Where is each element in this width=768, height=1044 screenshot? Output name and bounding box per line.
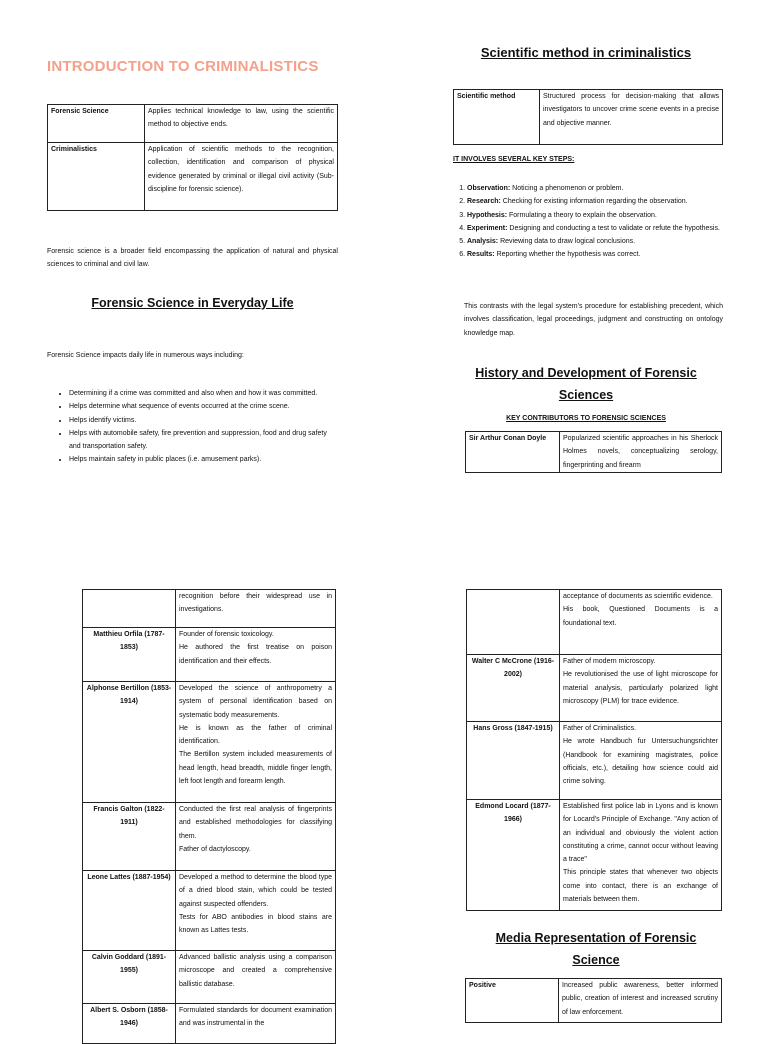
contributor-description (176, 628, 336, 682)
contributor-name (83, 590, 176, 628)
contributor-name: Leone Lattes (1887-1954) (83, 871, 176, 951)
term-cell: Scientific method (454, 90, 540, 145)
table-row (83, 951, 336, 1004)
description-line: His book, Questioned Documents is a foundational text. (563, 606, 718, 627)
table-row (467, 722, 722, 800)
description-line: This principle states that whenever two objects come into contact, there is an exchange of materials between them. (563, 869, 718, 904)
step-text: Noticing a phenomenon or problem. (510, 185, 624, 192)
table-row (454, 90, 723, 145)
scientific-method-table (453, 89, 723, 145)
step-text: Checking for existing information regarding the observation. (500, 198, 688, 206)
contributor-name: Walter C McCrone (1916-2002) (467, 655, 560, 722)
contributor-description (176, 951, 336, 1004)
term-cell: Criminalistics (48, 143, 145, 211)
contributors-table-right (466, 589, 722, 911)
description-line: He authored the first treatise on poison identification and their effects. (179, 644, 332, 665)
contributor-name: Hans Gross (1847-1915) (467, 722, 560, 800)
contributor-name: Francis Galton (1822-1911) (83, 803, 176, 871)
contributor-description (560, 655, 722, 722)
contributor-description: Popularized scientific approaches in his Sherlock Holmes novels, conceptualizing serology, fingerprinting and firearm (560, 432, 722, 473)
list-item: • Helps with automobile safety, fire prevention and suppression, food and drug safety and transportation safety. (69, 427, 339, 454)
table-row (467, 800, 722, 911)
list-item (467, 182, 747, 195)
contributor-description (176, 682, 336, 803)
step-label: Research: (467, 198, 501, 206)
term-cell: Forensic Science (48, 105, 145, 143)
contributor-description (176, 803, 336, 871)
description-line: Tests for ABO antibodies in blood stains are known as Lattes tests. (179, 913, 332, 935)
description-line: Advanced ballistic analysis using a comparison microscope and created a comprehensive ballistic database. (179, 954, 332, 988)
contributor-name: Matthieu Orfila (1787-1853) (83, 628, 176, 682)
step-label: Hypothesis: (467, 211, 508, 219)
list-item: • Helps maintain safety in public places (i.e. amusement parks). (69, 453, 339, 466)
contributor-description: recognition before their widespread use in investigations. (176, 590, 336, 628)
description-line: acceptance of documents as scientific evidence. (563, 593, 713, 600)
list-item: • Helps determine what sequence of events occurred at the crime scene. (69, 400, 339, 413)
list-item: • Determining if a crime was committed and also when and how it was committed. (69, 387, 339, 400)
list-item (467, 222, 747, 235)
description-line: Formulated standards for document examination and was instrumental in the (179, 1007, 332, 1028)
section-title-everyday-life: Forensic Science in Everyday Life (91, 296, 294, 310)
definition-cell: Application of scientific methods to the recognition, collection, identification and comparison of physical evidence generated by criminal or illegal civil activity (Sub-discipline for forensic science). (145, 143, 338, 211)
list-item (467, 248, 747, 261)
table-row (83, 682, 336, 803)
contributor-description (560, 800, 722, 911)
media-table (465, 978, 722, 1023)
description-line: Father of dactyloscopy. (179, 845, 251, 853)
media-term: Positive (466, 979, 559, 1023)
table-row (83, 803, 336, 871)
description-line: Father of modern microscopy. (563, 658, 656, 665)
table-row (467, 655, 722, 722)
contributor-name: Edmond Locard (1877-1966) (467, 800, 560, 911)
key-steps-list (445, 182, 747, 262)
contributor-name: Alphonse Bertillon (1853-1914) (83, 682, 176, 803)
table-row (48, 143, 338, 211)
page-title: INTRODUCTION TO CRIMINALISTICS (47, 58, 319, 75)
step-label: Results: (467, 251, 495, 259)
description-line: Conducted the first real analysis of fingerprints and established methodologies for classifying them. (179, 806, 332, 840)
list-item: • Helps identify victims. (69, 414, 339, 427)
table-row (466, 432, 722, 473)
contributor-description (560, 722, 722, 800)
history-title-line2: Sciences (558, 388, 614, 402)
table-row (83, 590, 336, 628)
list-item (467, 235, 747, 248)
media-title-line1: Media Representation of Forensic (495, 931, 697, 945)
intro-paragraph: Forensic science is a broader field encompassing the application of natural and physical sciences to criminal and civil law. (47, 248, 338, 269)
media-title-line2: Science (572, 953, 620, 967)
contributors-table-start (465, 431, 722, 473)
description-line: Established first police lab in Lyons and is known for Locard's Principle of Exchange. "Any action of an individual and obviously the violent action constituting a crime, cannot occur without leaving a trace" (563, 803, 718, 864)
list-item (467, 195, 747, 208)
definitions-table (47, 104, 338, 211)
step-text: Designing and conducting a test to validate or refute the hypothesis. (507, 224, 720, 232)
section-title-history (440, 362, 732, 406)
description-line: Father of Criminalistics. (563, 725, 637, 732)
step-text: Formulating a theory to explain the observation. (507, 211, 657, 219)
everyday-bullet-list (47, 387, 339, 467)
contributor-description (560, 590, 722, 655)
media-description: Increased public awareness, better informed public, creation of interest and increased scrutiny of law enforcement. (559, 979, 722, 1023)
step-label: Observation: (467, 185, 511, 192)
table-row (467, 590, 722, 655)
contributor-name: Sir Arthur Conan Doyle (466, 432, 560, 473)
step-label: Experiment: (467, 224, 508, 232)
description-line: Developed the science of anthropometry a system of personal identification based on systematic body measurements. (179, 685, 332, 719)
definition-cell: Structured process for decision-making that allows investigators to uncover crime scene events in a precise and objective manner. (540, 90, 723, 145)
step-label: Analysis: (467, 238, 499, 246)
table-row (83, 871, 336, 951)
step-text: Reporting whether the hypothesis was correct. (494, 251, 641, 259)
key-steps-heading: IT INVOLVES SEVERAL KEY STEPS: (453, 156, 575, 163)
contributor-description (176, 871, 336, 951)
description-line: The Bertillon system included measurements of head length, head breadth, middle finger length, left foot length and forearm length. (179, 751, 332, 786)
contributors-heading: KEY CONTRIBUTORS TO FORENSIC SCIENCES (506, 415, 666, 422)
description-line: He revolutionised the use of light microscope for material analysis, particularly polarized light microscopy (PLM) for trace evidence. (563, 671, 718, 705)
contributor-name: Albert S. Osborn (1858-1946) (83, 1004, 176, 1044)
description-line: He wrote Handbuch fur Untersuchungsrichter (Handbook for examining magistrates, police officials, etc.), detailing how science could aid crime solving. (563, 738, 718, 786)
section-title-scientific-method: Scientific method in criminalistics (480, 45, 692, 60)
step-text: Reviewing data to draw logical conclusions. (498, 238, 636, 246)
list-item (467, 209, 747, 222)
history-title-line1: History and Development of Forensic (475, 366, 697, 380)
contributor-name (467, 590, 560, 655)
section-title-media (450, 927, 742, 971)
table-row (466, 979, 722, 1023)
definition-cell: Applies technical knowledge to law, using the scientific method to objective ends. (145, 105, 338, 143)
contrast-paragraph: This contrasts with the legal system's procedure for establishing precedent, which involves classification, legal proceedings, judgment and constructing on ontology knowledge map. (464, 303, 723, 337)
description-line: Developed a method to determine the blood type of a dried blood stain, which could be tested against suspected offenders. (179, 874, 332, 908)
contributors-table-left (82, 589, 336, 1044)
everyday-intro: Forensic Science impacts daily life in numerous ways including: (47, 352, 244, 359)
description-line: He is known as the father of criminal identification. (179, 724, 332, 746)
table-row (48, 105, 338, 143)
contributor-name: Calvin Goddard (1891-1955) (83, 951, 176, 1004)
description-line: Founder of forensic toxicology. (179, 631, 274, 638)
table-row (83, 628, 336, 682)
